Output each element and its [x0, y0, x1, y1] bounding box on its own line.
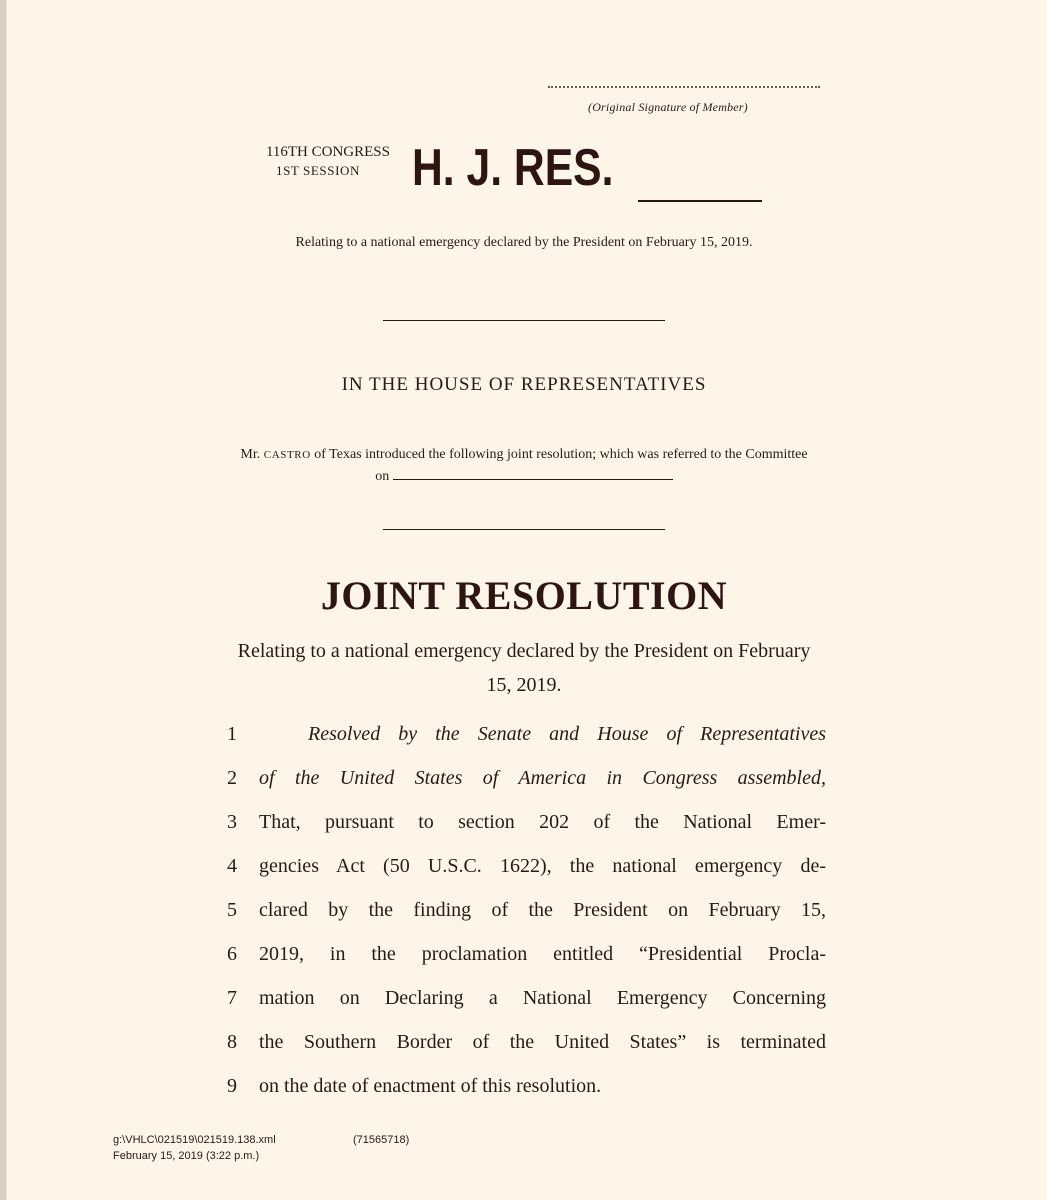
timestamp: February 15, 2019 (3:22 p.m.) — [113, 1150, 260, 1162]
divider-rule — [383, 529, 665, 530]
document-type: JOINT RESOLUTION — [320, 573, 728, 618]
line-text: Resolved by the Senate and House of Representatives — [308, 723, 826, 745]
resolution-line — [220, 1070, 840, 1114]
signature-line — [548, 70, 820, 88]
divider-rule — [383, 320, 665, 321]
document-code: (71565718) — [353, 1134, 410, 1146]
line-text: gencies Act (50 U.S.C. 1622), the national emergency de- — [259, 855, 826, 877]
bill-designation: H. J. RES. — [412, 139, 614, 197]
resolution-line — [220, 718, 840, 762]
introduction-paragraph — [236, 444, 812, 487]
resolution-line — [220, 938, 840, 982]
line-text: That, pursuant to section 202 of the National Emer- — [259, 811, 826, 833]
line-number: 2 — [227, 767, 237, 789]
resolution-line — [220, 1026, 840, 1070]
session-number: 1ST SESSION — [275, 163, 360, 178]
line-number: 8 — [227, 1031, 237, 1053]
line-text: 2019, in the proclamation entitled “Presidential Procla- — [259, 943, 826, 965]
introduction-text: of Texas introduced the following joint resolution; which was referred to the Committee on — [314, 447, 808, 484]
signature-label: (Original Signature of Member) — [588, 100, 748, 114]
line-text: clared by the finding of the President on February 15, — [259, 899, 826, 921]
resolution-line — [220, 850, 840, 894]
sponsor-name: CASTRO — [263, 449, 311, 461]
line-number: 3 — [227, 811, 237, 833]
bill-number-blank — [638, 200, 762, 202]
line-number: 1 — [227, 723, 237, 745]
line-number: 6 — [227, 943, 237, 965]
line-number: 4 — [227, 855, 237, 877]
long-title: Relating to a national emergency declared by the President on February 15, 2019. — [237, 640, 811, 696]
resolution-line — [220, 894, 840, 938]
line-number: 9 — [227, 1075, 237, 1097]
line-text: on the date of enactment of this resolution. — [259, 1075, 602, 1097]
chamber-heading: IN THE HOUSE OF REPRESENTATIVES — [341, 374, 707, 395]
page-edge-line — [6, 0, 7, 1200]
congress-number: 116TH CONGRESS — [265, 144, 390, 160]
file-path: g:\VHLC\021519\021519.138.xml — [113, 1134, 276, 1146]
resolution-line — [220, 982, 840, 1026]
line-text: of the United States of America in Congress assembled, — [259, 767, 826, 789]
resolution-line — [220, 806, 840, 850]
line-number: 5 — [227, 899, 237, 921]
line-text: mation on Declaring a National Emergency Concerning — [259, 987, 826, 1009]
resolution-line — [220, 762, 840, 806]
sponsor-prefix: Mr. — [240, 447, 261, 462]
short-title: Relating to a national emergency declared by the President on February 15, 2019. — [295, 235, 753, 250]
resolution-body — [220, 718, 840, 1114]
line-text: the Southern Border of the United States” is terminated — [259, 1031, 826, 1053]
line-number: 7 — [227, 987, 237, 1009]
committee-blank — [393, 467, 673, 480]
document-footer — [113, 1132, 410, 1164]
